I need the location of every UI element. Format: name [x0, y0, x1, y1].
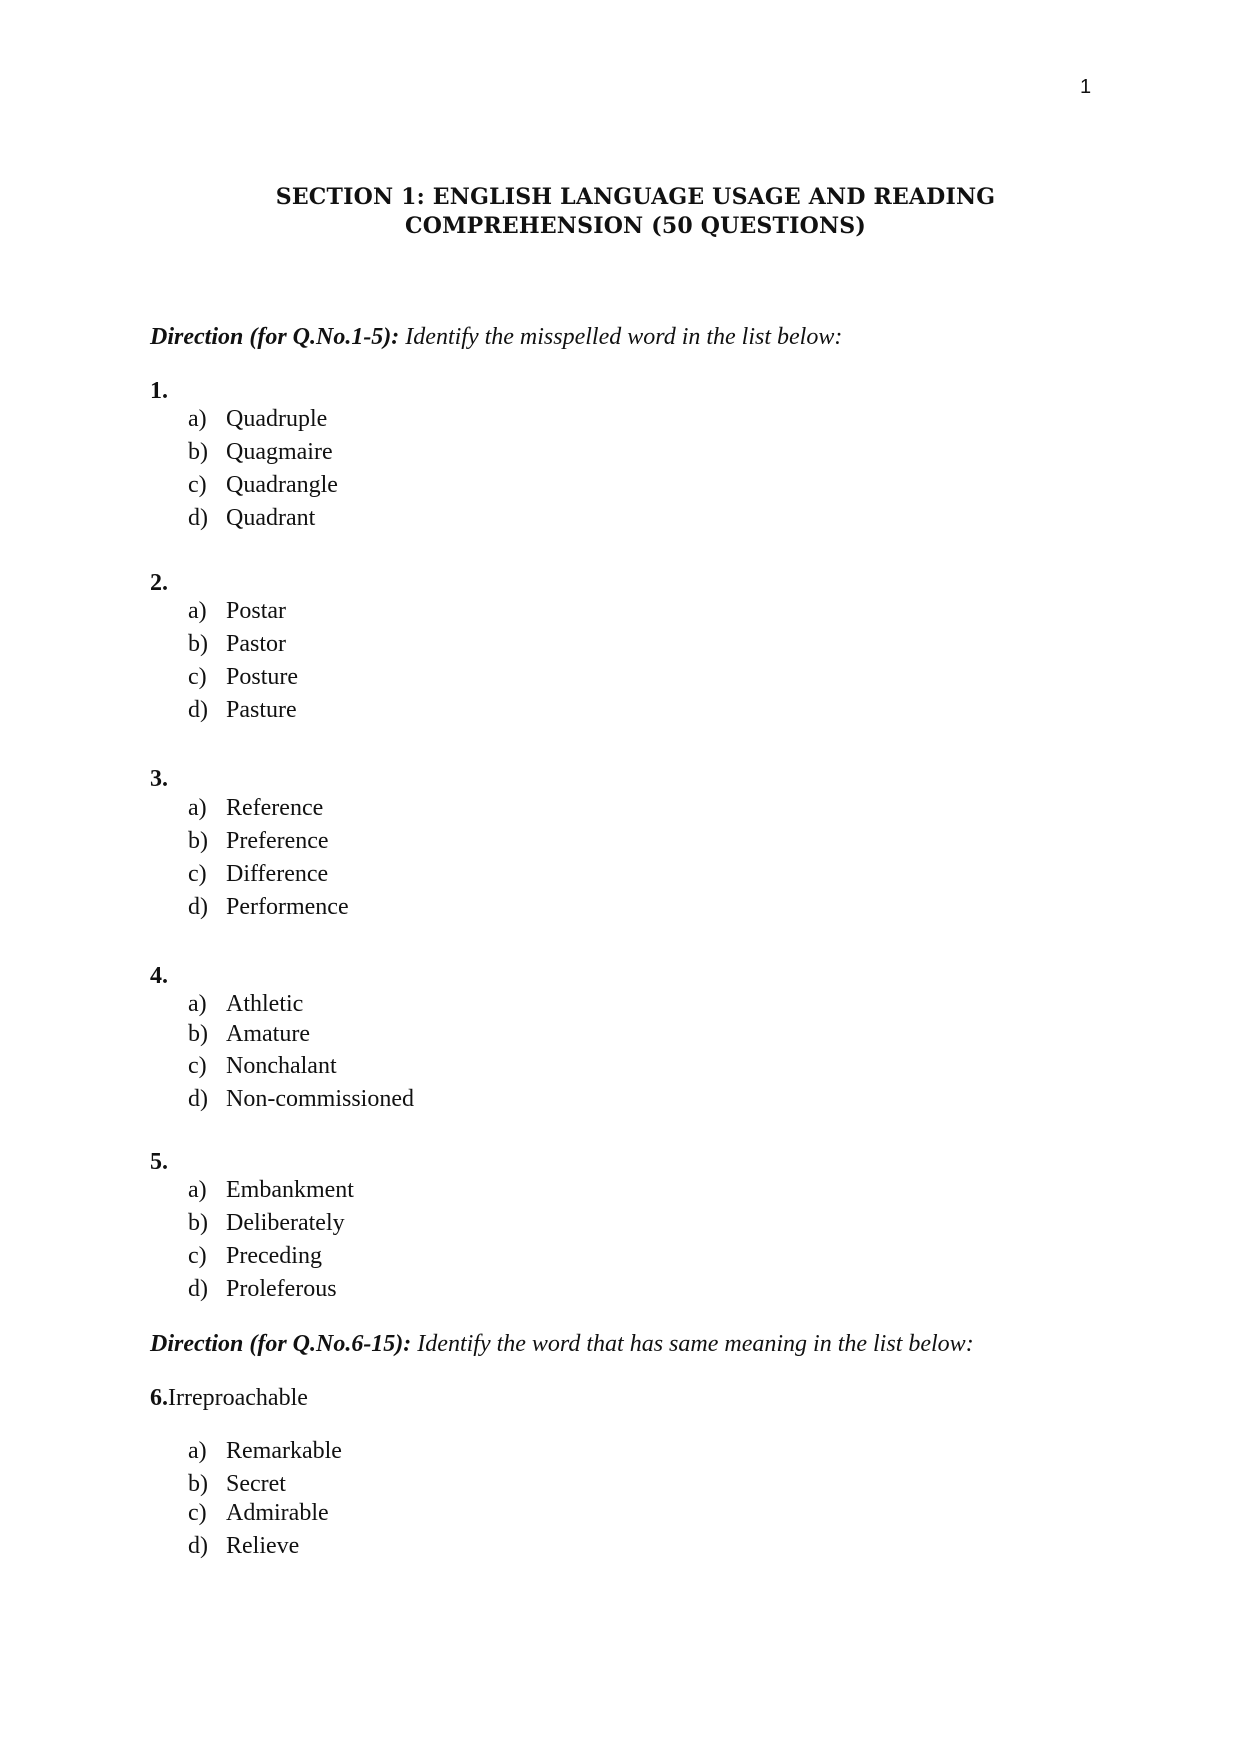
direction-text: Identify the misspelled word in the list below: [399, 324, 843, 350]
option-letter: b) [188, 828, 208, 854]
option-letter: c) [188, 1053, 207, 1079]
option-letter: b) [188, 1471, 208, 1497]
option-2b [188, 631, 286, 658]
option-4a [188, 991, 303, 1018]
option-3c [188, 861, 328, 888]
section-title [0, 183, 1241, 241]
option-5d [188, 1276, 337, 1303]
option-text: Pasture [226, 697, 297, 723]
option-letter: a) [188, 1177, 207, 1203]
option-letter: a) [188, 991, 207, 1017]
direction-label: Direction (for Q.No.1-5): [150, 324, 400, 350]
option-text: Deliberately [226, 1210, 345, 1236]
option-text: Pastor [226, 631, 286, 657]
option-4b [188, 1021, 310, 1048]
option-text: Quadrant [226, 505, 316, 531]
option-5b [188, 1210, 345, 1237]
option-text: Admirable [226, 1500, 329, 1526]
option-text: Preceding [226, 1243, 322, 1269]
option-text: Amature [226, 1021, 310, 1047]
option-letter: c) [188, 1243, 207, 1269]
option-text: Non-commissioned [226, 1086, 414, 1112]
page-number: 1 [1080, 76, 1092, 98]
option-letter: a) [188, 1438, 207, 1464]
question-number-1: 1. [150, 378, 168, 404]
direction-text: Identify the word that has same meaning in the list below: [411, 1331, 974, 1357]
option-text: Posture [226, 664, 298, 690]
option-letter: c) [188, 664, 207, 690]
option-text: Difference [226, 861, 329, 887]
option-letter: b) [188, 631, 208, 657]
direction-q1-5 [150, 324, 842, 351]
option-text: Secret [226, 1471, 286, 1497]
option-letter: d) [188, 697, 208, 723]
option-6b [188, 1471, 286, 1498]
section-title-line-2: COMPREHENSION (50 QUESTIONS) [405, 213, 866, 239]
option-2d [188, 697, 297, 724]
option-text: Quagmaire [226, 439, 333, 465]
option-6a [188, 1438, 342, 1465]
question-stem-6: Irreproachable [168, 1385, 308, 1411]
option-text: Embankment [226, 1177, 354, 1203]
option-5a [188, 1177, 354, 1204]
option-letter: b) [188, 1210, 208, 1236]
direction-q6-15 [150, 1331, 974, 1358]
option-1b [188, 439, 333, 466]
option-3a [188, 795, 323, 822]
option-1c [188, 472, 338, 499]
option-5c [188, 1243, 322, 1270]
option-text: Proleferous [226, 1276, 337, 1302]
option-text: Relieve [226, 1533, 300, 1559]
option-letter: b) [188, 439, 208, 465]
option-text: Quadruple [226, 406, 328, 432]
option-text: Postar [226, 598, 286, 624]
option-text: Quadrangle [226, 472, 338, 498]
option-3d [188, 894, 349, 921]
option-text: Nonchalant [226, 1053, 337, 1079]
option-letter: a) [188, 598, 207, 624]
option-text: Reference [226, 795, 324, 821]
option-letter: c) [188, 1500, 207, 1526]
direction-label: Direction (for Q.No.6-15): [150, 1331, 412, 1357]
section-title-line-1: SECTION 1: ENGLISH LANGUAGE USAGE AND READING [275, 184, 996, 210]
question-number-4: 4. [150, 963, 168, 989]
question-number-2: 2. [150, 570, 168, 596]
option-text: Athletic [226, 991, 304, 1017]
option-letter: b) [188, 1021, 208, 1047]
option-letter: a) [188, 406, 207, 432]
option-3b [188, 828, 329, 855]
option-1d [188, 505, 315, 532]
option-letter: d) [188, 1086, 208, 1112]
option-letter: d) [188, 505, 208, 531]
option-letter: d) [188, 1276, 208, 1302]
option-letter: a) [188, 795, 207, 821]
option-text: Preference [226, 828, 329, 854]
question-number-6: 6. [150, 1385, 168, 1411]
option-2a [188, 598, 286, 625]
question-number-5: 5. [150, 1149, 168, 1175]
question-6 [150, 1385, 308, 1412]
option-text: Performence [226, 894, 349, 920]
option-4c [188, 1053, 337, 1080]
option-text: Remarkable [226, 1438, 342, 1464]
option-letter: d) [188, 1533, 208, 1559]
option-letter: d) [188, 894, 208, 920]
option-4d [188, 1086, 414, 1113]
option-6d [188, 1533, 299, 1560]
question-number-3: 3. [150, 766, 168, 792]
option-1a [188, 406, 327, 433]
option-6c [188, 1500, 329, 1527]
option-letter: c) [188, 861, 207, 887]
option-2c [188, 664, 298, 691]
option-letter: c) [188, 472, 207, 498]
